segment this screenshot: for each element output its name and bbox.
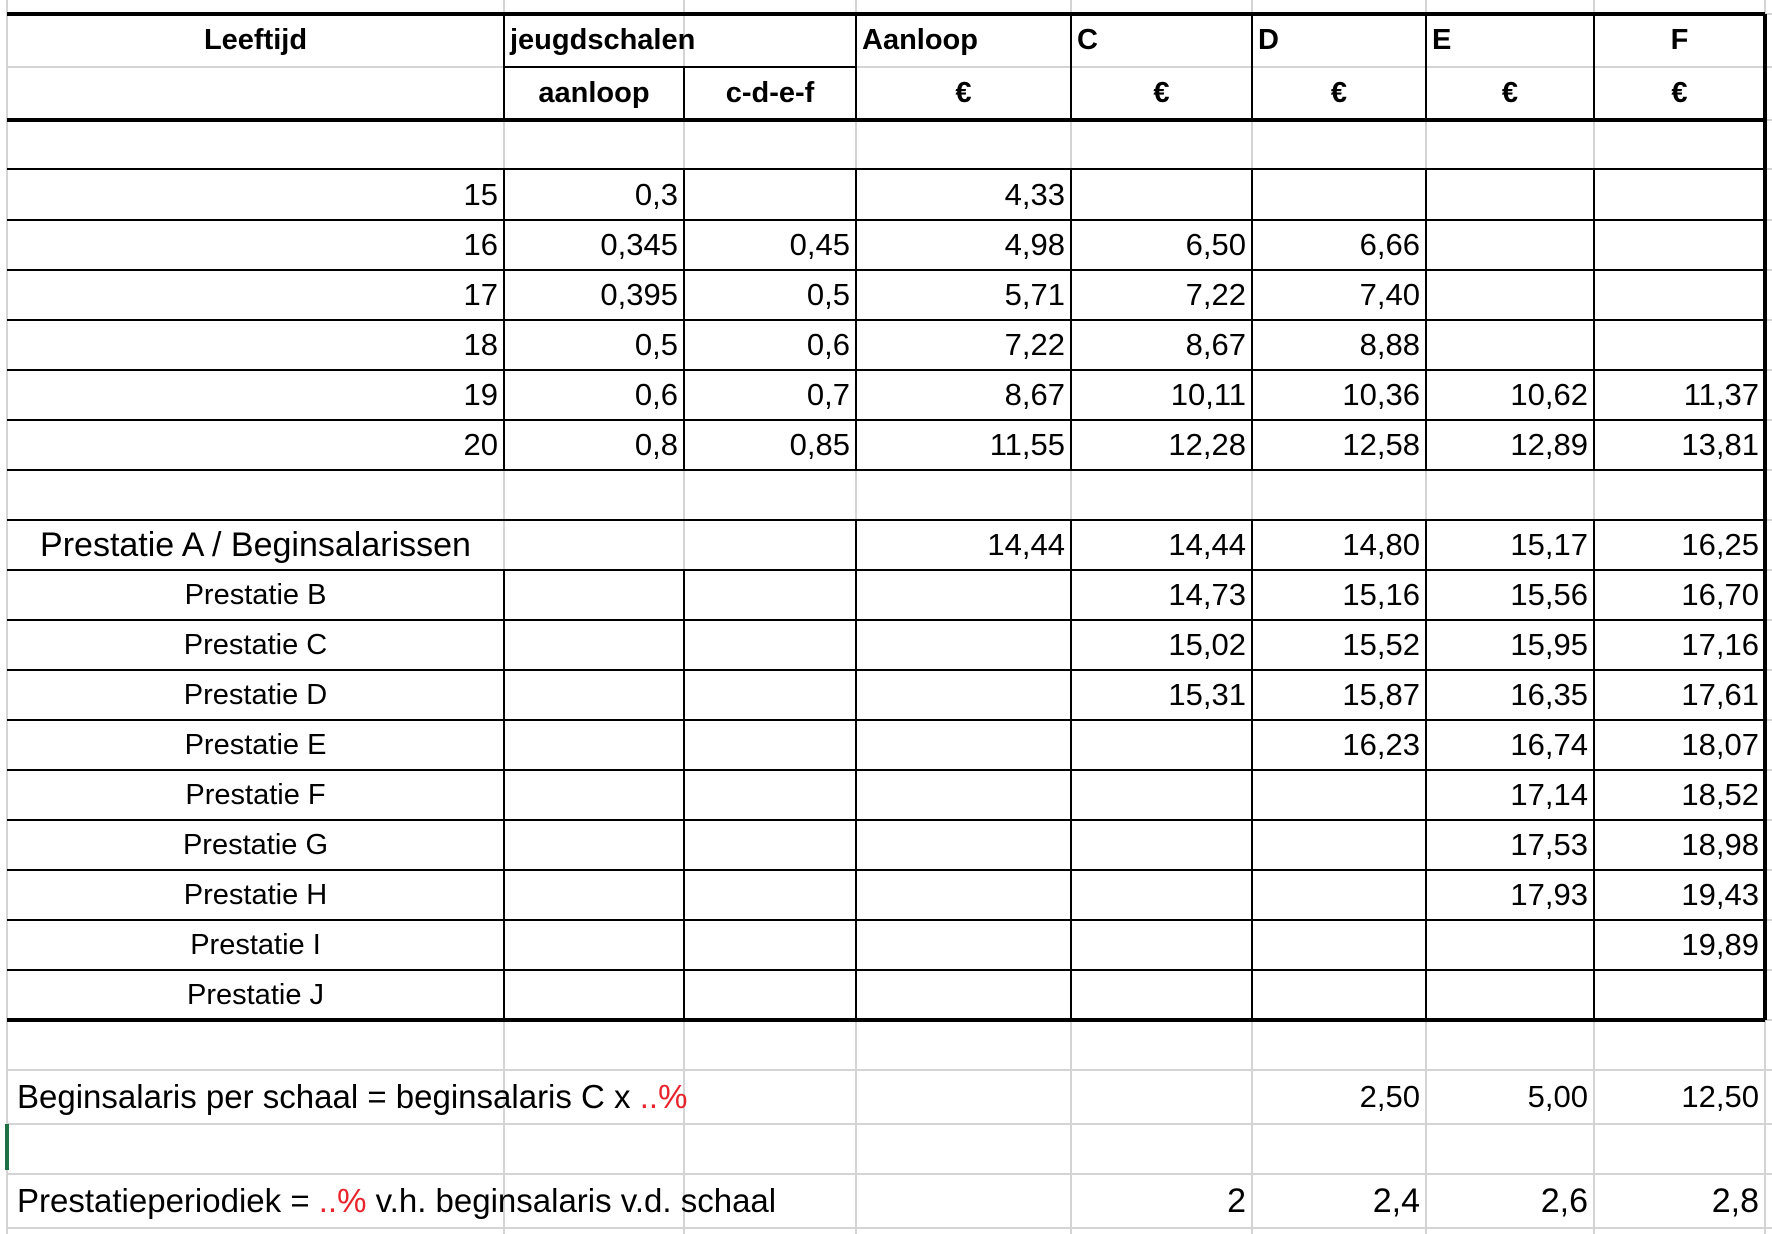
prestatie-value[interactable]: [1426, 920, 1594, 970]
value-cell[interactable]: 12,28: [1168, 427, 1246, 462]
header-jeugdschalen: jeugdschalen: [510, 24, 696, 56]
prestatie-value[interactable]: [1071, 820, 1252, 870]
value-cell[interactable]: 6,50: [1185, 227, 1246, 262]
value-cell[interactable]: [1426, 220, 1594, 270]
prestatie-value[interactable]: 15,17: [1510, 527, 1588, 562]
prestatie-value[interactable]: [856, 770, 1071, 820]
age-cell[interactable]: 19: [463, 377, 498, 412]
prestatie-value[interactable]: 16,70: [1681, 577, 1759, 612]
prestatie-value[interactable]: 19,43: [1681, 877, 1759, 912]
header-scale-c: C: [1077, 24, 1098, 56]
value-cell[interactable]: [1594, 220, 1765, 270]
prestatie-value[interactable]: 14,80: [1342, 527, 1420, 562]
beginsalaris-pct[interactable]: 5,00: [1527, 1079, 1588, 1114]
value-cell[interactable]: 7,22: [1185, 277, 1246, 312]
prestatie-value[interactable]: 17,93: [1510, 877, 1588, 912]
prestatie-label[interactable]: Prestatie F: [185, 778, 326, 811]
value-cell[interactable]: 0,5: [634, 327, 678, 362]
value-cell[interactable]: 0,6: [634, 377, 678, 412]
value-cell[interactable]: [1252, 169, 1426, 220]
value-cell[interactable]: 6,66: [1359, 227, 1420, 262]
header-sub-cdef: c-d-e-f: [725, 77, 815, 109]
age-cell[interactable]: 15: [463, 176, 498, 212]
value-cell[interactable]: 0,345: [600, 227, 678, 262]
value-cell[interactable]: 8,67: [1185, 327, 1246, 362]
prestatie-value[interactable]: [1071, 920, 1252, 970]
value-cell[interactable]: [684, 169, 856, 220]
prestatie-label[interactable]: Prestatie J: [187, 978, 324, 1011]
prestatie-value[interactable]: 18,98: [1681, 827, 1759, 862]
prestatieperiodiek-text-after: v.h. beginsalaris v.d. schaal: [366, 1182, 777, 1219]
prestatie-value[interactable]: [856, 720, 1071, 770]
prestatie-value[interactable]: [1252, 970, 1426, 1020]
prestatie-label[interactable]: Prestatie I: [190, 928, 321, 961]
value-cell[interactable]: [1426, 169, 1594, 220]
prestatie-value[interactable]: [856, 620, 1071, 670]
header-aanloop: Aanloop: [862, 24, 978, 56]
value-cell[interactable]: 0,6: [806, 327, 850, 362]
value-cell[interactable]: 10,62: [1510, 377, 1588, 412]
header-euro: €: [1330, 77, 1348, 109]
value-cell[interactable]: [1594, 270, 1765, 320]
header-sub-aanloop: aanloop: [538, 77, 650, 109]
value-cell[interactable]: [1426, 320, 1594, 370]
prestatie-value[interactable]: [1252, 870, 1426, 920]
value-cell[interactable]: 4,33: [1004, 176, 1065, 212]
value-cell[interactable]: 10,36: [1342, 377, 1420, 412]
prestatie-value[interactable]: 14,44: [1168, 527, 1246, 562]
prestatie-label[interactable]: Prestatie A / Beginsalarissen: [40, 525, 471, 564]
value-cell[interactable]: 8,67: [1004, 377, 1065, 412]
header-scale-e: E: [1432, 24, 1452, 56]
value-cell[interactable]: 0,45: [789, 227, 850, 262]
value-cell[interactable]: 7,22: [1004, 327, 1065, 362]
prestatie-value[interactable]: 15,87: [1342, 677, 1420, 712]
prestatie-value[interactable]: 15,56: [1510, 577, 1588, 612]
value-cell[interactable]: 12,58: [1342, 427, 1420, 462]
header-euro: €: [1153, 77, 1170, 109]
prestatie-value[interactable]: [856, 870, 1071, 920]
prestatie-value[interactable]: 17,14: [1510, 777, 1588, 812]
header-euro: €: [1501, 77, 1519, 109]
prestatie-value[interactable]: 14,44: [987, 527, 1065, 562]
prestatie-label[interactable]: Prestatie D: [183, 678, 328, 711]
prestatie-value[interactable]: [856, 670, 1071, 720]
value-cell[interactable]: 0,5: [806, 277, 850, 312]
prestatie-value[interactable]: 18,52: [1681, 777, 1759, 812]
value-cell[interactable]: 0,85: [789, 427, 850, 462]
prestatie-label[interactable]: Prestatie G: [182, 828, 329, 861]
prestatie-value[interactable]: 15,95: [1510, 627, 1588, 662]
prestatie-value[interactable]: [1252, 920, 1426, 970]
prestatie-value[interactable]: 15,02: [1168, 627, 1246, 662]
header-euro: €: [1671, 77, 1688, 109]
prestatieperiodiek-note[interactable]: [7, 1174, 1071, 1228]
value-cell[interactable]: 0,395: [600, 277, 678, 312]
value-cell[interactable]: [1594, 169, 1765, 220]
value-cell[interactable]: 13,81: [1681, 427, 1759, 462]
value-cell[interactable]: 0,8: [634, 427, 678, 462]
header-leeftijd: Leeftijd: [203, 24, 308, 56]
value-cell[interactable]: 12,89: [1510, 427, 1588, 462]
prestatie-value[interactable]: [856, 820, 1071, 870]
prestatie-value[interactable]: 19,89: [1681, 927, 1759, 962]
prestatie-value[interactable]: 16,25: [1681, 527, 1759, 562]
prestatieperiodiek-pct[interactable]: 2,4: [1372, 1181, 1420, 1220]
prestatie-value[interactable]: 16,35: [1510, 677, 1588, 712]
prestatie-value[interactable]: [1071, 770, 1252, 820]
prestatie-value[interactable]: [1594, 970, 1765, 1020]
prestatie-value[interactable]: 15,52: [1342, 627, 1420, 662]
prestatie-value[interactable]: [1426, 970, 1594, 1020]
prestatie-label[interactable]: Prestatie B: [184, 578, 327, 611]
age-cell[interactable]: 16: [463, 227, 498, 262]
prestatie-label[interactable]: Prestatie C: [183, 628, 328, 661]
value-cell[interactable]: 10,11: [1170, 377, 1246, 412]
prestatie-value[interactable]: [856, 970, 1071, 1020]
age-cell[interactable]: 20: [463, 427, 498, 462]
prestatie-value[interactable]: [856, 570, 1071, 620]
header-scale-d: D: [1258, 24, 1279, 56]
cell-cursor: [5, 1124, 9, 1170]
prestatie-value[interactable]: [1252, 820, 1426, 870]
prestatieperiodiek-pct[interactable]: 2,6: [1540, 1181, 1588, 1220]
prestatie-label[interactable]: Prestatie H: [183, 878, 328, 911]
beginsalaris-note[interactable]: [7, 1070, 1071, 1124]
age-cell[interactable]: 17: [463, 277, 498, 312]
prestatie-value[interactable]: [1071, 720, 1252, 770]
prestatieperiodiek-marker: ..%: [318, 1182, 367, 1219]
value-cell[interactable]: 11,55: [989, 427, 1065, 462]
prestatie-value[interactable]: 17,61: [1681, 677, 1759, 712]
header-euro: €: [955, 77, 972, 109]
beginsalaris-text: Beginsalaris per schaal = beginsalaris C x: [17, 1078, 640, 1115]
prestatie-value[interactable]: 17,16: [1681, 627, 1759, 662]
value-cell[interactable]: 5,71: [1004, 277, 1065, 312]
prestatieperiodiek-pct[interactable]: 2: [1227, 1181, 1246, 1220]
beginsalaris-pct[interactable]: 12,50: [1681, 1079, 1759, 1114]
prestatie-label[interactable]: Prestatie E: [184, 728, 327, 761]
prestatie-value[interactable]: [1071, 970, 1252, 1020]
prestatieperiodiek-pct[interactable]: 2,8: [1711, 1181, 1759, 1220]
prestatie-col-border: [683, 570, 685, 1020]
value-cell[interactable]: [1071, 169, 1252, 220]
prestatie-value[interactable]: 16,74: [1510, 727, 1588, 762]
prestatie-value[interactable]: 15,31: [1168, 677, 1246, 712]
prestatie-value[interactable]: [1252, 770, 1426, 820]
age-cell[interactable]: 18: [463, 327, 498, 362]
prestatie-value[interactable]: 14,73: [1168, 577, 1246, 612]
header-scale-f: F: [1670, 24, 1689, 56]
value-cell[interactable]: 8,88: [1359, 327, 1420, 362]
value-cell[interactable]: 11,37: [1683, 377, 1759, 412]
value-cell[interactable]: [1426, 270, 1594, 320]
beginsalaris-pct[interactable]: 2,50: [1359, 1079, 1420, 1114]
prestatie-value[interactable]: 15,16: [1342, 577, 1420, 612]
prestatie-value[interactable]: [856, 920, 1071, 970]
value-cell[interactable]: 0,7: [806, 377, 850, 412]
prestatie-value[interactable]: 17,53: [1510, 827, 1588, 862]
prestatie-value[interactable]: 18,07: [1681, 727, 1759, 762]
prestatie-value[interactable]: [1071, 870, 1252, 920]
value-cell[interactable]: 7,40: [1359, 277, 1420, 312]
value-cell[interactable]: 0,3: [634, 176, 678, 212]
prestatieperiodiek-text: Prestatieperiodiek =: [17, 1182, 319, 1219]
value-cell[interactable]: [1594, 320, 1765, 370]
beginsalaris-marker: ..%: [639, 1078, 688, 1115]
prestatie-value[interactable]: 16,23: [1342, 727, 1420, 762]
value-cell[interactable]: 4,98: [1004, 227, 1065, 262]
